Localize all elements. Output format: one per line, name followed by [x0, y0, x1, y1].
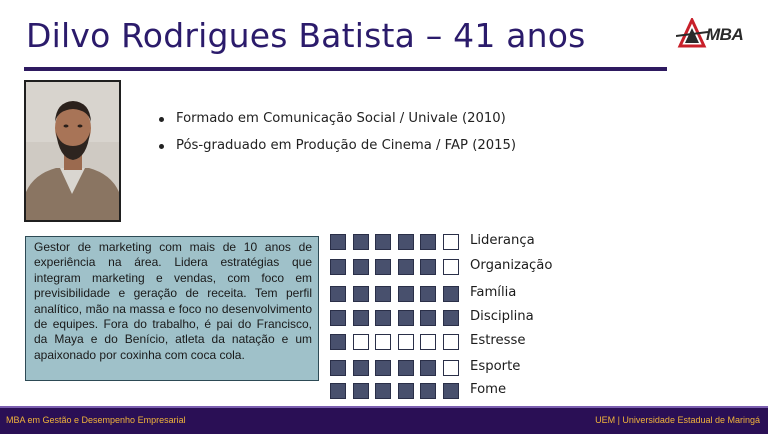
rating-square-filled: [398, 383, 414, 399]
rating-square-filled: [330, 310, 346, 326]
rating-square-filled: [330, 259, 346, 275]
rating-square-filled: [353, 286, 369, 302]
rating-row: [330, 360, 570, 378]
rating-square-empty: [443, 334, 459, 350]
rating-square-filled: [375, 259, 391, 275]
rating-square-filled: [420, 360, 436, 376]
footer-bar: [0, 406, 768, 434]
rating-square-empty: [443, 259, 459, 275]
rating-square-filled: [420, 234, 436, 250]
logo-text: MBA: [706, 25, 744, 44]
title-divider: [24, 67, 667, 71]
rating-square-filled: [353, 234, 369, 250]
rating-square-filled: [375, 383, 391, 399]
rating-square-filled: [420, 259, 436, 275]
rating-square-filled: [398, 234, 414, 250]
rating-square-empty: [353, 334, 369, 350]
bio-text: Gestor de marketing com mais de 10 anos de experiência na área. Lidera estratégias que integram marketing e vendas, com foco em previsibilidade e geração de receita. Tem perfil analítico, mão na massa e foco no desenvolvimento de equipes. Fora do trabalho, é pai do Francisco, da Maya e do Benício, atleta da natação e um apaixonado por coxinha com coca cola.: [25, 236, 319, 381]
education-item: Formado em Comunicação Social / Univale (2010): [158, 109, 516, 136]
rating-square-empty: [420, 334, 436, 350]
rating-square-filled: [330, 286, 346, 302]
rating-square-filled: [330, 360, 346, 376]
rating-square-filled: [420, 310, 436, 326]
education-list: [158, 109, 516, 163]
rating-row: [330, 259, 570, 277]
rating-label: Fome: [470, 382, 507, 397]
rating-label: Organização: [470, 258, 553, 273]
footer-course-name: MBA em Gestão e Desempenho Empresarial: [6, 415, 186, 425]
rating-row: [330, 310, 570, 328]
rating-square-filled: [330, 234, 346, 250]
rating-row: [330, 234, 570, 252]
rating-square-filled: [443, 310, 459, 326]
rating-row: [330, 286, 570, 304]
rating-label: Liderança: [470, 233, 535, 248]
rating-square-filled: [353, 259, 369, 275]
rating-square-filled: [398, 310, 414, 326]
rating-square-empty: [443, 234, 459, 250]
rating-square-filled: [375, 310, 391, 326]
mba-logo-mark-icon: [676, 18, 708, 52]
rating-square-filled: [375, 360, 391, 376]
profile-photo: [24, 80, 121, 222]
mba-logo: [676, 18, 750, 52]
rating-square-filled: [420, 286, 436, 302]
rating-row: [330, 383, 570, 401]
rating-square-empty: [398, 334, 414, 350]
slide-title: Dilvo Rodrigues Batista – 41 anos: [26, 16, 586, 55]
rating-square-filled: [375, 234, 391, 250]
rating-square-filled: [420, 383, 436, 399]
rating-row: [330, 334, 570, 352]
education-item: Pós-graduado em Produção de Cinema / FAP (2015): [158, 136, 516, 163]
rating-square-filled: [353, 360, 369, 376]
rating-square-filled: [443, 383, 459, 399]
rating-square-filled: [398, 286, 414, 302]
rating-square-filled: [443, 286, 459, 302]
rating-square-filled: [353, 310, 369, 326]
rating-square-empty: [443, 360, 459, 376]
rating-square-empty: [375, 334, 391, 350]
rating-square-filled: [330, 334, 346, 350]
footer-university-name: UEM | Universidade Estadual de Maringá: [595, 415, 760, 425]
rating-label: Família: [470, 285, 517, 300]
rating-square-filled: [375, 286, 391, 302]
rating-square-filled: [330, 383, 346, 399]
rating-label: Disciplina: [470, 309, 534, 324]
rating-label: Esporte: [470, 359, 521, 374]
rating-square-filled: [398, 259, 414, 275]
rating-square-filled: [353, 383, 369, 399]
rating-square-filled: [398, 360, 414, 376]
rating-label: Estresse: [470, 333, 526, 348]
